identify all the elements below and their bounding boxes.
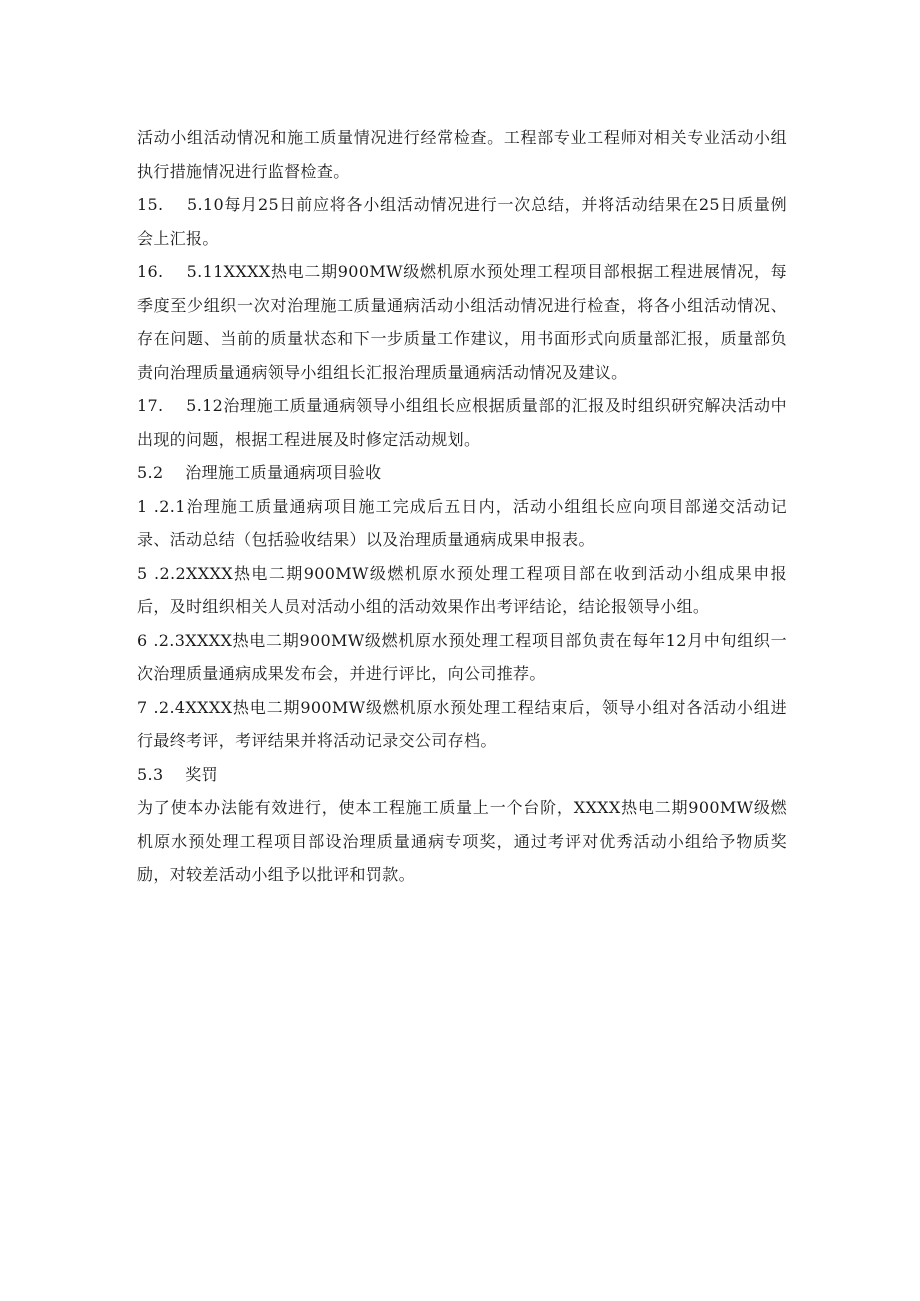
paragraph-item-2-2: 5 .2.2XXXX热电二期900MW级燃机原水预处理工程项目部在收到活动小组成果申报后，及时组织相关人员对活动小组的活动效果作出考评结论，结论报领导小组。 [137,563,787,616]
paragraph-item-16: 16. 5.11XXXX热电二期900MW级燃机原水预处理工程项目部根据工程进展情况，每季度至少组织一次对治理施工质量通病活动小组活动情况进行检查，将各小组活动情况、存在问题、当前的质量状态和下一步质量工作建议，用书面形式向质量部汇报，质量部负责向治理质量通病领导小组组长汇报治理质量通病活动情况及建议。 [137,262,787,382]
paragraph-item-15: 15. 5.10每月25日前应将各小组活动情况进行一次总结，并将活动结果在25日质量例会上汇报。 [137,195,787,248]
paragraph-rewards: 为了使本办法能有效进行，使本工程施工质量上一个台阶，XXXX热电二期900MW级燃机原水预处理工程项目部设治理质量通病专项奖，通过考评对优秀活动小组给予物质奖励，对较差活动小组予以批评和罚款。 [137,798,787,884]
paragraph-item-2-1: 1 .2.1治理施工质量通病项目施工完成后五日内，活动小组组长应向项目部递交活动记录、活动总结（包括验收结果）以及治理质量通病成果申报表。 [137,496,787,549]
paragraph-item-2-4: 7 .2.4XXXX热电二期900MW级燃机原水预处理工程结束后，领导小组对各活动小组进行最终考评，考评结果并将活动记录交公司存档。 [137,697,787,750]
document-body [137,121,787,892]
paragraph-inspection: 活动小组活动情况和施工质量情况进行经常检查。工程部专业工程师对相关专业活动小组执行措施情况进行监督检查。 [137,128,787,181]
paragraph-item-2-3: 6 .2.3XXXX热电二期900MW级燃机原水预处理工程项目部负责在每年12月中旬组织一次治理质量通病成果发布会，并进行评比，向公司推荐。 [137,630,787,683]
paragraph-item-17: 17. 5.12治理施工质量通病领导小组组长应根据质量部的汇报及时组织研究解决活动中出现的问题，根据工程进展及时修定活动规划。 [137,396,787,449]
section-heading-5-2: 5.2 治理施工质量通病项目验收 [137,463,382,482]
section-heading-5-3: 5.3 奖罚 [137,764,218,784]
